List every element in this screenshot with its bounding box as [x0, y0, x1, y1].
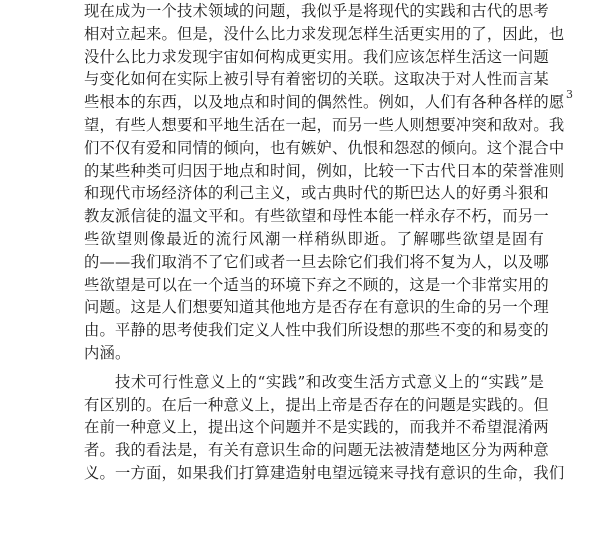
text-line: 的——我们取消不了它们或者一旦去除它们我们将不复为人，以及哪 — [84, 252, 549, 271]
text-line: 些欲望则像最近的流行风潮一样稍纵即逝。了解哪些欲望是固有 — [84, 229, 544, 248]
text-line: 问题。这是人们想要知道其他地方是否存在有意识的生命的另一个理 — [84, 298, 549, 317]
body-text — [84, 0, 565, 485]
text-line: 教友派信徒的温文平和。有些欲望和母性本能一样永存不朽，而另一 — [84, 207, 549, 226]
margin-page-number: 3 — [566, 88, 573, 101]
text-line: 在前一种意义上，提出这个问题并不是实践的，而我并不希望混淆两 — [84, 418, 549, 437]
text-line: 者。我的看法是，有关有意识生命的问题无法被清楚地区分为两种意 — [84, 441, 549, 460]
text-line: 技术可行性意义上的“实践”和改变生活方式意义上的“实践”是 — [115, 372, 544, 391]
text-line: 们不仅有爱和同情的倾向，也有嫉妒、仇恨和怨怼的倾向。这个混合中 — [84, 138, 565, 157]
text-line: 有区别的。在后一种意义上，提出上帝是否存在的问题是实践的。但 — [84, 395, 549, 414]
text-line: 义。一方面，如果我们打算建造射电望远镜来寻找有意识的生命，我们 — [84, 463, 565, 482]
text-line: 内涵。 — [84, 343, 131, 362]
text-line: 由。平静的思考使我们定义人性中我们所设想的那些不变的和易变的 — [84, 321, 549, 340]
text-line: 些根本的东西，以及地点和时间的偶然性。例如，人们有各种各样的愿 — [84, 93, 565, 112]
text-line: 相对立起来。但是，没什么比力求发现怎样生活更实用的了，因此，也 — [84, 24, 565, 43]
text-line: 和现代市场经济体的利己主义，或古典时代的斯巴达人的好勇斗狠和 — [84, 184, 549, 203]
text-line: 的某些种类可归因于地点和时间，例如，比较一下古代日本的荣誉准则 — [84, 161, 565, 180]
text-line: 望，有些人想要和平地生活在一起，而另一些人则想要冲突和敌对。我 — [84, 115, 565, 134]
text-line: 现在成为一个技术领域的问题，我似乎是将现代的实践和古代的思考 — [84, 2, 549, 20]
text-line: 没什么比力求发现宇宙如何构成更实用。我们应该怎样生活这一问题 — [84, 47, 549, 66]
text-line: 些欲望是可以在一个适当的环境下弃之不顾的，这是一个非常实用的 — [84, 275, 549, 294]
text-line: 与变化如何在实际上被引导有着密切的关联。这取决于对人性而言某 — [84, 70, 549, 89]
